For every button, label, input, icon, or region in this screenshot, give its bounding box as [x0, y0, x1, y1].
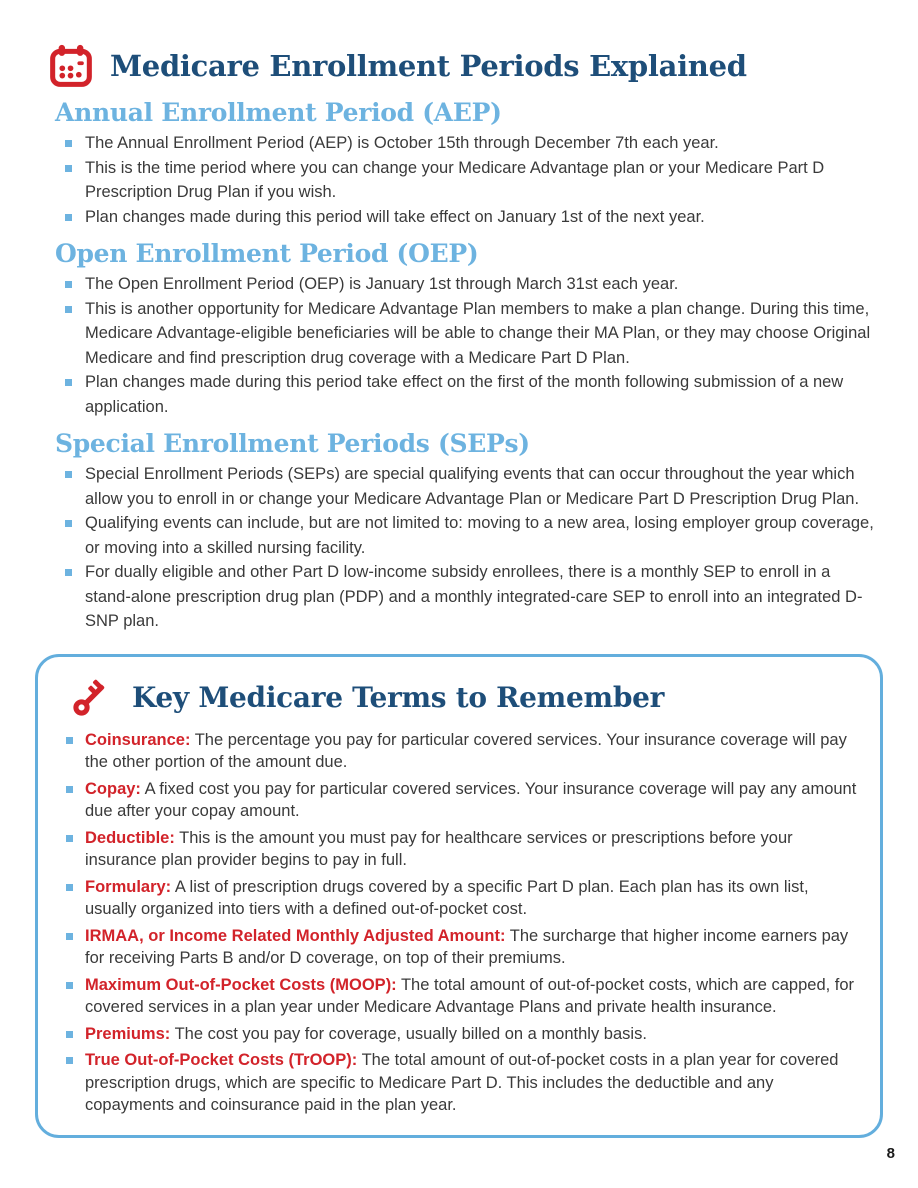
seps-bullet-list — [55, 462, 878, 634]
oep-bullet-list — [55, 272, 878, 419]
page-title: Medicare Enrollment Periods Explained — [110, 49, 747, 83]
key-terms-list — [52, 729, 858, 1117]
section-heading-oep: Open Enrollment Period (OEP) — [55, 239, 479, 268]
list-item — [52, 974, 858, 1019]
term-label: Coinsurance: — [85, 730, 191, 749]
list-item: Plan changes made during this period take effect on the first of the month following submission of a new application. — [55, 370, 878, 419]
term-definition: The cost you pay for coverage, usually billed on a monthly basis. — [170, 1024, 647, 1043]
list-item — [52, 1023, 858, 1046]
list-item — [52, 925, 858, 970]
term-label: Maximum Out-of-Pocket Costs (MOOP): — [85, 975, 397, 994]
list-item: For dually eligible and other Part D low-income subsidy enrollees, there is a monthly SEP to enroll in a stand-alone prescription drug plan (PDP) and a monthly integrated-care SEP to enroll into an integrated D-SNP plan. — [55, 560, 878, 634]
key-terms-title: Key Medicare Terms to Remember — [132, 681, 665, 714]
list-item: Plan changes made during this period will take effect on January 1st of the next year. — [55, 205, 878, 230]
section-heading-aep: Annual Enrollment Period (AEP) — [55, 98, 502, 127]
calendar-icon — [48, 44, 94, 88]
term-definition: The total amount of out-of-pocket costs, which are capped, for covered services in a plan year under Medicare Advantage Plans and private health insurance. — [85, 975, 855, 1016]
list-item: Special Enrollment Periods (SEPs) are special qualifying events that can occur throughout the year which allow you to enroll in or change your Medicare Advantage Plan or Medicare Part D Prescription Drug Plan. — [55, 462, 878, 511]
term-label: Deductible: — [85, 828, 175, 847]
aep-bullet-list — [55, 131, 878, 229]
term-definition: A fixed cost you pay for particular covered services. Your insurance coverage will pay any amount due after your copay amount. — [85, 779, 857, 820]
term-definition: The total amount of out-of-pocket costs in a plan year for covered prescription drugs, which are specific to Medicare Part D. This includes the deductible and any copayments and coinsurance paid in the plan year. — [85, 1051, 839, 1114]
key-terms-header — [68, 675, 862, 721]
doc-header — [48, 44, 870, 88]
key-terms-box — [35, 654, 883, 1138]
list-item — [52, 778, 858, 823]
list-item: This is the time period where you can change your Medicare Advantage plan or your Medicare Part D Prescription Drug Plan if you wish. — [55, 156, 878, 205]
section-heading-seps: Special Enrollment Periods (SEPs) — [55, 429, 530, 458]
list-item: The Open Enrollment Period (OEP) is January 1st through March 31st each year. — [55, 272, 878, 297]
list-item: The Annual Enrollment Period (AEP) is October 15th through December 7th each year. — [55, 131, 878, 156]
term-label: True Out-of-Pocket Costs (TrOOP): — [85, 1051, 358, 1069]
list-item — [52, 729, 858, 774]
page-number: 8 — [886, 1145, 895, 1162]
list-item — [52, 1049, 858, 1117]
list-item — [52, 827, 858, 872]
term-definition: The surcharge that higher income earners pay for receiving Parts B and/or D coverage, on top of their premiums. — [85, 926, 849, 967]
term-label: IRMAA, or Income Related Monthly Adjusted Amount: — [85, 926, 506, 945]
term-label: Formulary: — [85, 877, 172, 896]
list-item — [52, 876, 858, 921]
term-definition: This is the amount you must pay for healthcare services or prescriptions before your insurance plan provider begins to pay in full. — [85, 828, 793, 869]
term-label: Copay: — [85, 779, 141, 798]
term-definition: The percentage you pay for particular covered services. Your insurance coverage will pay the other portion of the amount due. — [85, 730, 847, 771]
list-item: This is another opportunity for Medicare Advantage Plan members to make a plan change. During this time, Medicare Advantage-eligible beneficiaries will be able to change their MA Plan, or they may choose Original Medicare and find prescription drug coverage with a Medicare Part D Plan. — [55, 297, 878, 371]
list-item: Qualifying events can include, but are not limited to: moving to a new area, losing employer group coverage, or moving into a skilled nursing facility. — [55, 511, 878, 560]
term-label: Premiums: — [85, 1024, 171, 1043]
key-icon — [68, 675, 114, 721]
term-definition: A list of prescription drugs covered by a specific Part D plan. Each plan has its own list, usually organized into tiers with a defined out-of-pocket cost. — [85, 877, 809, 918]
